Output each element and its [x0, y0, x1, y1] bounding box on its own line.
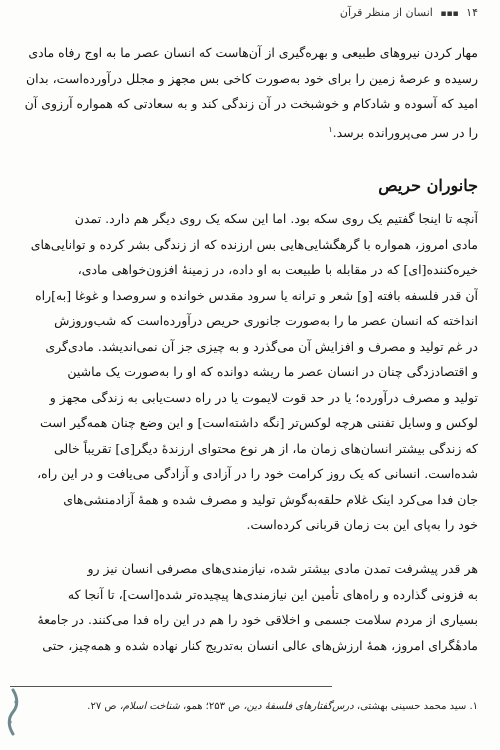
footnote-page-ref: ص ۲۵۳؛ همو،	[183, 701, 241, 712]
footnote-number: ۱.	[469, 701, 478, 712]
footnote-book-title: درس‌گفتارهای فلسفهٔ دین،	[243, 701, 354, 712]
header-separator: ▪▪▪	[440, 9, 459, 19]
paragraph-line: مهار کردن نیروهای طبیعی و بهره‌گیری از آن‌هاست که انسان عصر ما به اوج رفاه مادی	[28, 45, 478, 60]
paragraph-line: امید که آسوده و شادکام و خوشبخت در آن زندگی کند و به سعادتی که همواره آرزوی آن	[24, 96, 478, 111]
footnote-page-ref: ص ۲۷.	[87, 701, 117, 712]
footnote-author: سید محمد حسینی بهشتی،	[356, 701, 467, 712]
footnote	[87, 701, 478, 712]
footnote-book-title: شناخت اسلام،	[119, 701, 180, 712]
paragraph-3	[18, 556, 478, 658]
paragraph-line: در غم تولید و مصرف و افزایش آن می‌گذرد و به چیزی جز آن نمی‌اندیشد. مادی‌گری	[45, 338, 478, 354]
paragraph-line-last	[18, 117, 478, 146]
paragraph-line: انداخته که انسان عصر ما را به‌صورت جانوری حریص درآورده‌است که شب‌وروزش	[54, 313, 478, 328]
paragraph-line: خیره‌کننده[ای] که در مقابله با طبیعت به او داده، در زمینهٔ افزون‌خواهی مادی،	[77, 262, 478, 277]
paragraph-line: هر قدر پیشرفت تمدن مادی بیشتر شده، نیازمندی‌های مصرفی انسان نیز رو	[87, 561, 478, 576]
paragraph-line: به فزونی گذارده و راه‌های تأمین این نیازمندی‌ها پیچیده‌تر شده[است]، تا آنجا که	[67, 586, 478, 602]
paragraph-line: خود را به‌پای این بت زمان قربانی کرده‌است.	[246, 517, 478, 532]
paragraph-line: شده‌است. انسانی که یک روز کرامت خود را در آزادی و آزادگی می‌یافت و در این راه،	[37, 466, 478, 481]
page-number: ۱۴	[466, 6, 478, 19]
paragraph-line: مادهٔگرای امروز، همهٔ ارزش‌های عالی انسان به‌تدریج کنار نهاده شده و همه‌چیز، حتی	[42, 637, 478, 653]
paragraph-line: مادی امروز، همواره با گرهگشایی‌هایی بس ارزنده که از زندگی بشر کرده و توانایی‌های	[30, 236, 478, 252]
paragraph-line-text: را در سر می‌پرورانده برسد.	[332, 124, 478, 140]
footnote-reference: ۱	[328, 124, 333, 134]
paragraph-2	[18, 206, 478, 538]
section-heading: جانوران حریص	[378, 176, 478, 195]
running-header-title: انسان از منظر قرآن	[339, 6, 433, 19]
paragraph-line: بسیاری از مردم سلامت جسمی و اخلاقی خود را هم در این راه فدا می‌کنند. در جامعهٔ	[37, 612, 478, 627]
running-header	[340, 6, 478, 19]
paragraph-line: و اقتصادزدگی چنان در انسان عصر ما ریشه دوانده که او را به‌صورت یک ماشین	[67, 364, 478, 379]
paragraph-line: که زندگی بیشتر انسان‌های زمان ما، از هر نوع محتوای ارزندهٔ دیگر[ی] تقریباً خالی	[53, 440, 478, 456]
paragraph-line: رسیده و عرصهٔ زمین را برای خود به‌صورت کاخی بس مجهز و مجلل درآورده‌است، بدان	[25, 70, 478, 86]
paragraph-line: جان فدا می‌کرد اینک غلام حلقه‌به‌گوش تولید و مصرف شده و همهٔ آزادمنشی‌های	[63, 491, 478, 507]
corner-ornament-icon	[4, 688, 22, 736]
paragraph-line: تولید و مصرف درآورده؛ یا در حد قوت لایموت یا در راه دست‌یابی به زندگی مجهز و	[49, 389, 478, 405]
footnote-divider	[10, 686, 332, 687]
paragraph-line: آنچه تا اینجا گفتیم یک روی سکه بود. اما این سکه یک روی دیگر هم دارد. تمدن	[74, 211, 478, 226]
paragraph-1	[18, 40, 478, 145]
paragraph-line: آن قدر فلسفه بافته [و] شعر و ترانه یا سرود مقدس خوانده و سروصدا و غوغا [به]راه	[35, 287, 478, 303]
paragraph-line: لوکس و وسایل تفننی هرچه لوکس‌تر [نگه داشته‌است] و این وضع چنان همه‌گیر است	[39, 415, 478, 430]
